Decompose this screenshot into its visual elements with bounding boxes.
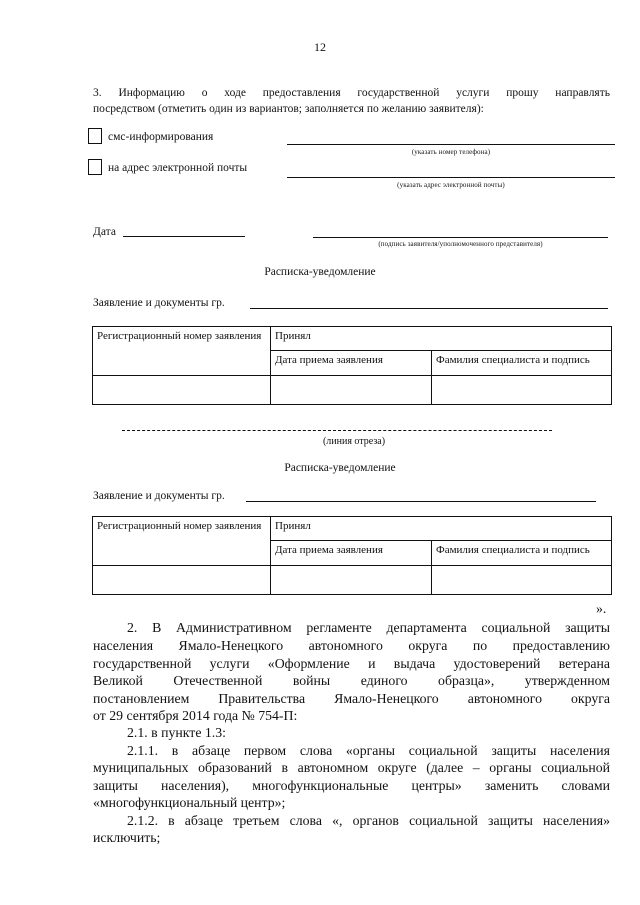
item2-1-1-line2: муниципальных образований в автономном округе (далее – органы социальной — [93, 760, 610, 775]
item2-1-2-line2: исключить; — [93, 830, 161, 845]
item2-1-1-line4: «многофункциональный центр»; — [93, 795, 286, 810]
cut-line-label: (линия отреза) — [322, 436, 386, 447]
item2-line3: государственной услуги «Оформление и выдача удостоверений ветерана — [93, 656, 610, 671]
item2-line6: от 29 сентября 2014 года № 754-П: — [93, 708, 298, 723]
receipt2-cell-date[interactable] — [271, 566, 432, 595]
signature-note: (подпись заявителя/уполномоченного представителя) — [378, 240, 543, 248]
item2-line5: постановлением Правительства Ямало-Ненецкого автономного округа — [93, 691, 610, 706]
email-line[interactable] — [287, 177, 615, 178]
phone-note: (указать номер телефона) — [411, 148, 491, 156]
signature-line[interactable] — [313, 237, 608, 238]
date-line[interactable] — [123, 236, 245, 237]
receipt2-col-accepted: Принял — [271, 517, 612, 541]
receipt2-col-specialist: Фамилия специалиста и подпись — [432, 540, 612, 565]
receipt2-docs-line[interactable] — [246, 501, 596, 502]
receipt1-cell-specialist[interactable] — [432, 376, 612, 405]
receipt1-docs-line[interactable] — [250, 308, 608, 309]
item2-1-2-line1: 2.1.2. в абзаце третьем слова «, органов социальной защиты населения» — [127, 813, 610, 828]
date-label: Дата — [93, 226, 116, 238]
phone-line[interactable] — [287, 144, 615, 145]
item2-1-1-line3: защиты населения), многофункциональные центры» заменить словами — [93, 778, 610, 793]
email-note: (указать адрес электронной почты) — [397, 181, 505, 189]
receipt2-table — [92, 516, 612, 595]
section3-line1: 3. Информацию о ходе предоставления государственной услуги прошу направлять — [93, 87, 610, 99]
cut-line — [122, 430, 552, 431]
item2-line4: Великой Отечественной войны единого образца», утвержденном — [93, 673, 610, 688]
sms-checkbox[interactable] — [88, 128, 102, 144]
receipt1-col-date: Дата приема заявления — [271, 350, 432, 375]
receipt1-title: Расписка-уведомление — [264, 266, 376, 278]
receipt2-col-reg: Регистрационный номер заявления — [93, 517, 271, 566]
page-number: 12 — [314, 40, 326, 54]
receipt2-col-date: Дата приема заявления — [271, 540, 432, 565]
email-option-label: на адрес электронной почты — [108, 162, 248, 174]
item2-line1: 2. В Административном регламенте департамента социальной защиты — [127, 620, 610, 635]
receipt2-title: Расписка-уведомление — [284, 462, 396, 474]
receipt1-docs-label: Заявление и документы гр. — [93, 297, 225, 309]
receipt2-docs-label: Заявление и документы гр. — [93, 490, 225, 502]
receipt2-cell-reg[interactable] — [93, 566, 271, 595]
receipt1-col-accepted: Принял — [271, 327, 612, 351]
receipt1-col-specialist: Фамилия специалиста и подпись — [432, 350, 612, 375]
receipt2-cell-specialist[interactable] — [432, 566, 612, 595]
item2-1-1-line1: 2.1.1. в абзаце первом слова «органы социальной защиты населения — [127, 743, 610, 758]
sms-option-label: смс-информирования — [108, 131, 214, 143]
receipt1-cell-date[interactable] — [271, 376, 432, 405]
item2-line2: населения Ямало-Ненецкого автономного округа по предоставлению — [93, 638, 610, 653]
receipt1-table — [92, 326, 612, 405]
item2-1: 2.1. в пункте 1.3: — [127, 725, 226, 740]
email-checkbox[interactable] — [88, 159, 102, 175]
section3-line2: посредством (отметить один из вариантов; заполняется по желанию заявителя): — [93, 103, 484, 115]
receipt1-cell-reg[interactable] — [93, 376, 271, 405]
closing-quote: ». — [596, 601, 607, 616]
receipt1-col-reg: Регистрационный номер заявления — [93, 327, 271, 376]
